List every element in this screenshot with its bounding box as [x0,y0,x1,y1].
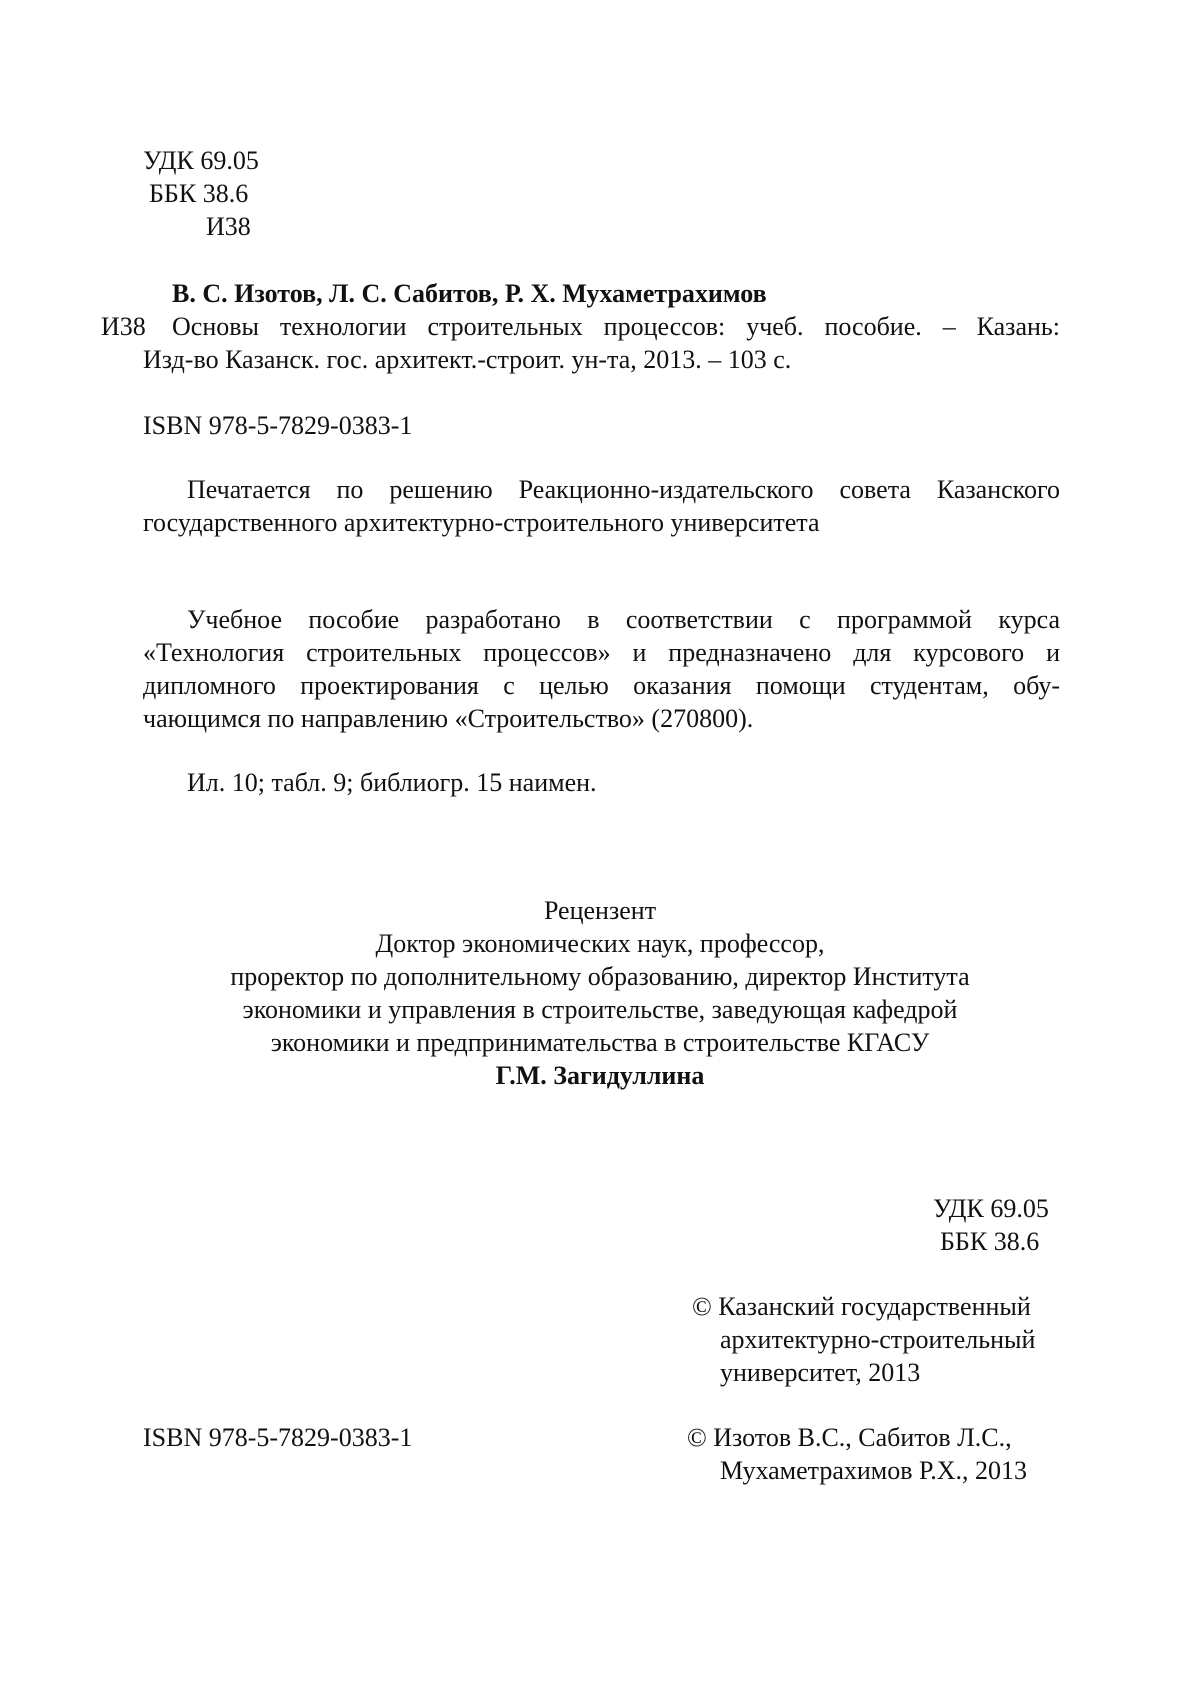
illustration-stats: Ил. 10; табл. 9; библиогр. 15 наимен. [187,768,597,797]
abstract-line-4: чающимся по направлению «Строительство» (270800). [143,704,754,733]
citation-code: И38 [101,312,146,341]
reviewer-line-4: экономики и предпринимательства в строительстве КГАСУ [270,1028,930,1057]
reviewer-line-2: проректор по дополнительному образованию, директор Института [230,962,970,991]
isbn-top: ISBN 978-5-7829-0383-1 [143,411,413,440]
reviewer-name: Г.М. Загидуллина [495,1061,705,1090]
copyright-university-line-3: университет, 2013 [720,1358,921,1387]
isbn-bottom: ISBN 978-5-7829-0383-1 [143,1423,413,1452]
copyright-university-line-2: архитектурно-строительный [720,1325,1036,1354]
copyright-authors-line-2: Мухаметрахимов Р.Х., 2013 [720,1456,1028,1485]
publication-note-line-1: Печатается по решению Реакционно-издательского совета Казанского [187,475,1060,504]
citation-line-2: Изд-во Казанск. гос. архитект.-строит. ун-та, 2013. – 103 с. [143,345,792,374]
author-mark: И38 [206,212,251,241]
copyright-authors-line-1: © Изотов В.С., Сабитов Л.С., [687,1423,1012,1452]
citation-line-1: Основы технологии строительных процессов: учеб. пособие. – Казань: [172,312,1060,341]
bbk-code: ББК 38.6 [149,179,249,208]
publication-note-line-2: государственного архитектурно-строительного университета [143,508,820,537]
reviewer-heading: Рецензент [543,896,657,925]
footer-bbk-code: ББК 38.6 [940,1227,1040,1256]
udk-code: УДК 69.05 [143,146,259,175]
copyright-university-line-1: © Казанский государственный [692,1292,1031,1321]
reviewer-line-3: экономики и управления в строительстве, заведующая кафедрой [242,995,958,1024]
abstract-line-1: Учебное пособие разработано в соответствии с программой курса [187,605,1060,634]
abstract-line-3: дипломного проектирования с целью оказания помощи студентам, обу- [143,671,1060,700]
authors-line: В. С. Изотов, Л. С. Сабитов, Р. Х. Мухаметрахимов [172,279,767,308]
abstract-line-2: «Технология строительных процессов» и предназначено для курсового и [143,638,1060,667]
footer-udk-code: УДК 69.05 [933,1194,1049,1223]
reviewer-line-1: Доктор экономических наук, профессор, [375,929,825,958]
